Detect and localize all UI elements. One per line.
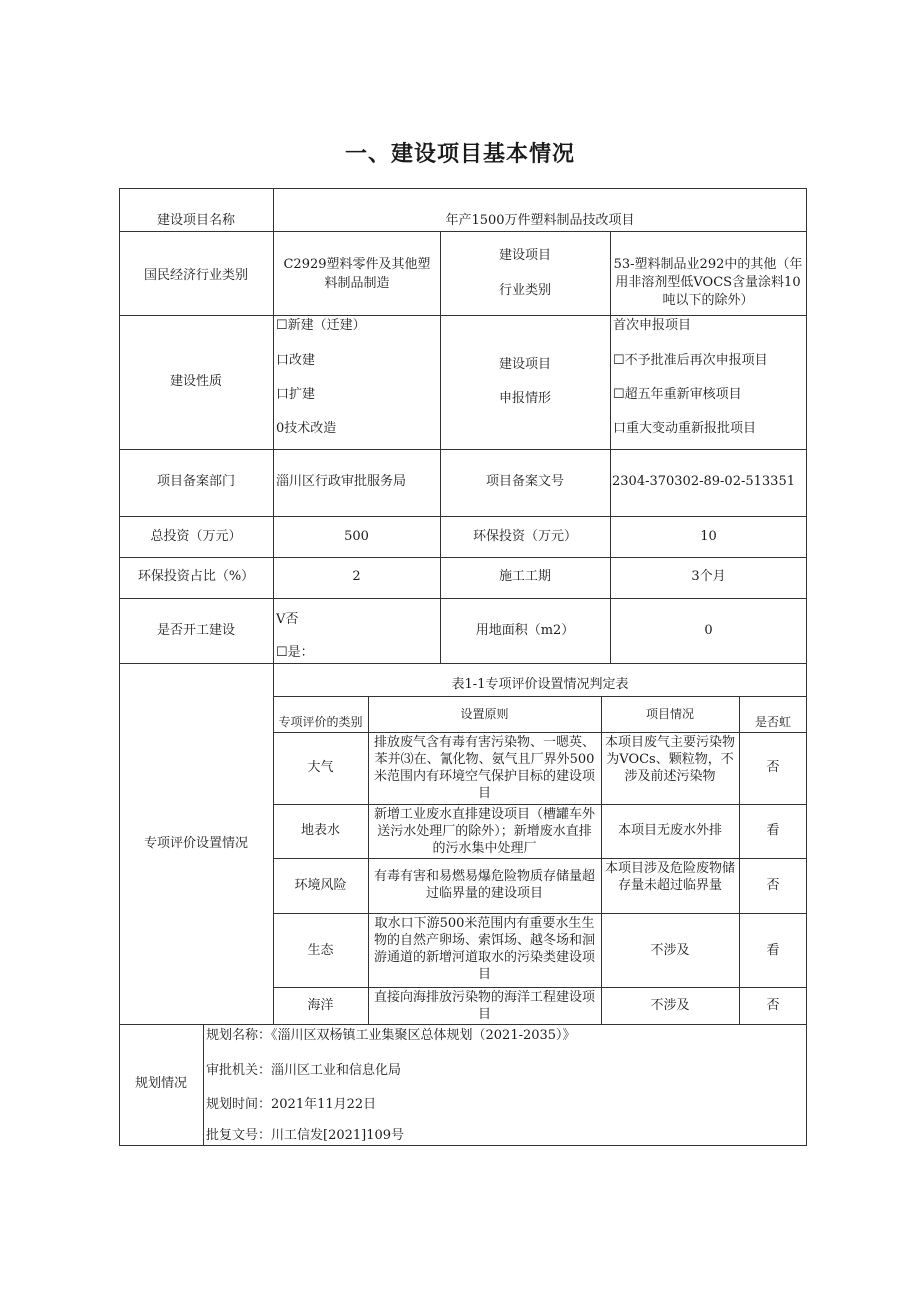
industry-sub-label-1: 建设项目 [498,248,551,263]
inner-col-divider [601,696,602,1024]
eval-result: 否 [766,998,780,1013]
eval-situation: 本项目涉及危险废物储存量未超过临界量 [604,861,735,893]
inner-col-divider [739,696,740,1024]
inner-row-divider [273,732,807,733]
declare-sub-label-1: 建设项目 [498,357,551,372]
inner-row-divider [273,913,807,914]
eval-situation: 本项目无废水外排 [617,823,722,838]
project-name-value: 年产1500万件塑料制品技改项目 [445,213,635,228]
row-divider [119,315,807,316]
eval-situation: 本项目废气主要污染物为VOCs、颗粒物，不涉及前述污染物 [604,735,735,784]
row-divider [119,449,807,450]
eval-result: 看 [766,823,780,838]
eval-category: 环境风险 [294,878,347,893]
declare-option-rejected: ☐不予批准后再次申报项目 [613,353,768,368]
row-divider [119,1024,807,1025]
eval-category: 海洋 [307,998,334,1013]
investment-value: 500 [344,529,369,544]
inner-row-divider [273,858,807,859]
special-eval-table-title: 表1-1专项评价设置情况判定表 [451,677,629,692]
eval-category: 生态 [307,943,334,958]
started-sub-label: 用地面积（m2） [475,623,575,638]
declare-option-first: 首次申报项目 [613,318,692,333]
filing-value: 淄川区行政审批服务局 [276,474,407,489]
eval-situation: 不涉及 [650,943,690,958]
industry-value: C2929塑料零件及其他塑料制品制造 [283,257,431,291]
inner-header-situation: 项目情况 [645,707,694,721]
inner-row-divider [273,987,807,988]
industry-sub-value: 53-塑料制品业292中的其他（年用非溶剂型低VOCS含量涂料10吨以下的除外） [613,257,803,308]
row-divider [119,231,807,232]
industry-sub-label-2: 行业类别 [498,283,551,298]
filing-label: 项目备案部门 [156,474,235,489]
inner-col-divider [368,696,369,1024]
declare-option-five-years: ☐超五年重新审核项目 [613,387,742,402]
inner-header-result: 是否虹 [754,715,791,729]
inner-table-top [273,696,807,697]
row-divider [119,663,807,664]
industry-label: 国民经济行业类别 [143,268,248,283]
started-sub-value: 0 [704,623,713,638]
declare-option-major-change: 口重大变动重新报批项目 [613,421,757,436]
started-option-no: V否 [276,612,299,627]
eval-situation: 不涉及 [650,998,690,1013]
planning-doc-line: 批复文号：川工信发[2021]109号 [206,1128,405,1143]
eval-result: 否 [766,878,780,893]
declare-sub-label-2: 申报情形 [498,391,551,406]
env-ratio-label: 环保投资占比（%） [137,569,255,584]
nature-option-new: ☐新建（迁建） [276,318,366,333]
filing-sub-value: 2304-370302-89-02-513351 [612,474,795,489]
started-label: 是否开工建设 [156,623,235,638]
project-name-label: 建设项目名称 [156,213,235,228]
investment-sub-label: 环保投资（万元） [472,529,577,544]
env-ratio-sub-value: 3个月 [691,569,726,584]
started-option-yes: ☐是： [276,645,314,660]
row-divider [119,557,807,558]
nature-option-expand: 口扩建 [276,387,316,402]
inner-header-category: 专项评价的类别 [278,715,363,729]
eval-principle: 排放废气含有毒有害污染物、一嗯英、苯并⑶在、氰化物、氨气且厂界外500米范围内有环境空气保护目标的建设项目 [373,735,595,801]
inner-header-principle: 设置原则 [460,707,509,721]
eval-principle: 直接向海排放污染物的海洋工程建设项目 [373,990,595,1022]
planning-authority-line: 审批机关：淄川区工业和信息化局 [206,1063,402,1078]
eval-principle: 取水口下游500米范围内有重要水生生物的自然产卵场、索饵场、越冬场和洄游通道的新增河道取水的污染类建设项目 [373,916,595,982]
eval-category: 地表水 [300,823,340,838]
planning-name-line: 规划名称：《淄川区双杨镇工业集聚区总体规划（2021-2035）》 [206,1028,576,1043]
eval-result: 看 [766,943,780,958]
eval-result: 否 [766,760,780,775]
investment-sub-value: 10 [700,529,717,544]
planning-label: 规划情况 [134,1076,187,1091]
investment-label: 总投资（万元） [150,529,242,544]
nature-option-tech: 0技术改造 [276,421,337,436]
eval-category: 大气 [307,760,334,775]
special-eval-label: 专项评价设置情况 [143,836,248,851]
row-divider [119,516,807,517]
filing-sub-label: 项目备案文号 [485,474,564,489]
planning-date-line: 规划时间：2021年11月22日 [206,1097,377,1112]
inner-row-divider [273,804,807,805]
eval-principle: 新增工业废水直排建设项目（槽罐车外送污水处理厂的除外）；新增废水直排的污水集中处理厂 [373,807,595,856]
row-divider [119,598,807,599]
env-ratio-value: 2 [352,569,361,584]
nature-label: 建设性质 [169,374,222,389]
col-divider [273,188,274,1024]
page-title: 一、建设项目基本情况 [344,142,575,167]
env-ratio-sub-label: 施工工期 [498,569,551,584]
col-divider-planning [203,1024,204,1146]
nature-option-rebuild: 口改建 [276,353,316,368]
eval-principle: 有毒有害和易燃易爆危险物质存储量超过临界量的建设项目 [373,869,595,901]
